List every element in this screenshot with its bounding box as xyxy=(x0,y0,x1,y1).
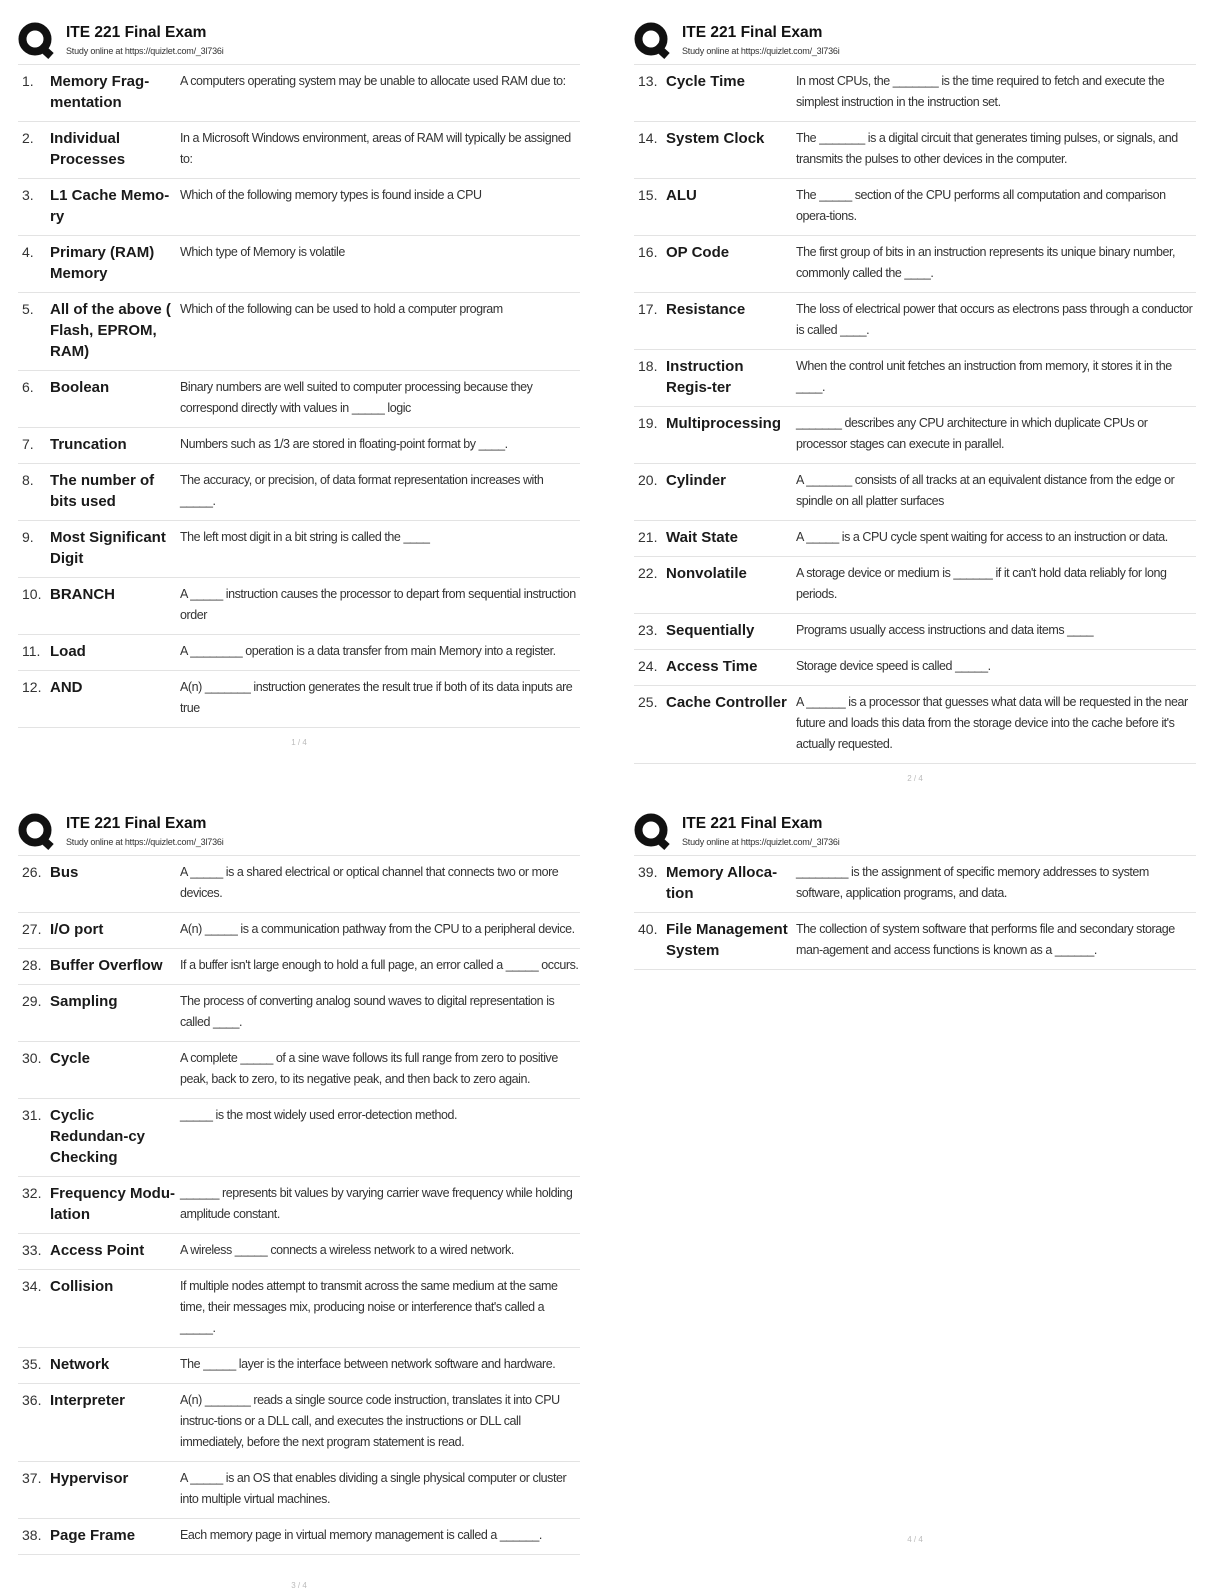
card-row xyxy=(18,671,580,728)
card-number: 5. xyxy=(22,301,34,317)
card-definition: _____ is the most widely used error-detection method. xyxy=(180,1108,458,1122)
card-row xyxy=(634,650,1196,686)
card-definition: A _____ is a shared electrical or optical channel that connects two or more devices. xyxy=(180,865,559,900)
card-term: BRANCH xyxy=(50,586,115,603)
card-row xyxy=(634,293,1196,350)
card-definition: Numbers such as 1/3 are stored in floating-point format by ____. xyxy=(180,437,508,451)
card-definition: A _____ is a CPU cycle spent waiting for access to an instruction or data. xyxy=(796,530,1168,544)
card-row xyxy=(18,179,580,236)
card-number: 10. xyxy=(22,586,42,602)
card-definition: The collection of system software that performs file and secondary storage man-agement and access functions is known as a ______. xyxy=(796,922,1175,957)
card-number: 12. xyxy=(22,679,42,695)
card-definition: The _____ section of the CPU performs all computation and comparison opera-tions. xyxy=(796,188,1166,223)
card-number: 18. xyxy=(638,358,658,374)
card-definition: ______ represents bit values by varying carrier wave frequency while holding amplitude constant. xyxy=(180,1186,573,1221)
quizlet-q-icon xyxy=(634,22,670,58)
exam-title: ITE 221 Final Exam xyxy=(66,815,207,832)
card-number: 22. xyxy=(638,565,658,581)
card-number: 34. xyxy=(22,1278,42,1294)
card-number: 35. xyxy=(22,1356,42,1372)
card-term: Frequency Modu-lation xyxy=(50,1185,176,1223)
card-term: OP Code xyxy=(666,244,730,261)
card-number: 6. xyxy=(22,379,34,395)
card-list xyxy=(18,855,580,1555)
card-number: 31. xyxy=(22,1107,42,1123)
card-term: Access Time xyxy=(666,658,758,675)
card-row xyxy=(18,1042,580,1099)
card-row xyxy=(18,236,580,293)
card-number: 33. xyxy=(22,1242,42,1258)
card-term: Cycle Time xyxy=(666,73,745,90)
card-term: Truncation xyxy=(50,436,127,453)
card-number: 11. xyxy=(22,643,41,659)
card-definition: Which of the following can be used to hold a computer program xyxy=(180,302,503,316)
card-row xyxy=(18,1348,580,1384)
card-definition: A ________ operation is a data transfer from main Memory into a register. xyxy=(180,644,556,658)
card-number: 15. xyxy=(638,187,658,203)
card-number: 29. xyxy=(22,993,42,1009)
card-definition: Programs usually access instructions and data items ____ xyxy=(796,623,1094,637)
exam-title: ITE 221 Final Exam xyxy=(66,24,207,41)
card-definition: _______ describes any CPU architecture in which duplicate CPUs or processor stages can execute in parallel. xyxy=(796,416,1148,451)
card-term: File Management System xyxy=(666,921,788,959)
card-row xyxy=(18,635,580,671)
card-term: Most Significant Digit xyxy=(50,529,166,567)
card-term: AND xyxy=(50,679,83,696)
card-term: Boolean xyxy=(50,379,110,396)
page-number: 1 / 4 xyxy=(291,738,307,747)
page-3 xyxy=(18,809,580,1590)
page-number: 4 / 4 xyxy=(907,1535,923,1544)
card-definition: A complete _____ of a sine wave follows its full range from zero to positive peak, back to zero, to its negative peak, and then back to zero again. xyxy=(180,1051,558,1086)
card-row xyxy=(18,122,580,179)
card-row xyxy=(634,407,1196,464)
card-row xyxy=(634,686,1196,764)
card-number: 25. xyxy=(638,694,658,710)
card-term: Cylinder xyxy=(666,472,727,489)
card-term: L1 Cache Memo-ry xyxy=(50,187,170,225)
page-number: 2 / 4 xyxy=(907,774,923,783)
card-number: 7. xyxy=(22,436,34,452)
card-definition: If multiple nodes attempt to transmit across the same medium at the same time, their messages mix, producing noise or interference that's called a _____. xyxy=(180,1279,558,1335)
card-term: Cyclic Redundan-cy Checking xyxy=(50,1107,146,1166)
card-number: 2. xyxy=(22,130,34,146)
card-definition: The _______ is a digital circuit that generates timing pulses, or signals, and transmits the pulses to other devices in the computer. xyxy=(796,131,1178,166)
card-definition: A computers operating system may be unable to allocate used RAM due to: xyxy=(180,74,566,88)
card-term: Nonvolatile xyxy=(666,565,747,582)
card-row xyxy=(18,1177,580,1234)
card-number: 20. xyxy=(638,472,658,488)
card-definition: When the control unit fetches an instruction from memory, it stores it in the ____. xyxy=(796,359,1172,394)
card-row xyxy=(18,464,580,521)
card-term: Sequentially xyxy=(666,622,755,639)
card-number: 24. xyxy=(638,658,658,674)
card-number: 3. xyxy=(22,187,34,203)
page-header xyxy=(18,18,580,64)
card-number: 28. xyxy=(22,957,42,973)
card-number: 4. xyxy=(22,244,34,260)
card-term: Cycle xyxy=(50,1050,91,1067)
card-term: Multiprocessing xyxy=(666,415,782,432)
card-term: Collision xyxy=(50,1278,114,1295)
card-definition: A _____ instruction causes the processor to depart from sequential instruction order xyxy=(180,587,576,622)
card-definition: A _______ consists of all tracks at an equivalent distance from the edge or spindle on all platter surfaces xyxy=(796,473,1175,508)
card-row xyxy=(18,293,580,371)
card-number: 36. xyxy=(22,1392,42,1408)
card-number: 30. xyxy=(22,1050,42,1066)
card-row xyxy=(634,179,1196,236)
card-row xyxy=(634,913,1196,970)
card-row xyxy=(18,1384,580,1462)
card-number: 21. xyxy=(638,529,658,545)
card-definition: Storage device speed is called _____. xyxy=(796,659,991,673)
card-number: 17. xyxy=(638,301,658,317)
card-definition: Binary numbers are well suited to computer processing because they correspond directly with values in _____ logic xyxy=(180,380,533,415)
study-link[interactable]: Study online at https://quizlet.com/_3l736i xyxy=(682,46,840,56)
card-row xyxy=(18,578,580,635)
card-row xyxy=(18,856,580,913)
card-term: Memory Frag-mentation xyxy=(50,73,150,111)
exam-title: ITE 221 Final Exam xyxy=(682,24,823,41)
card-definition: The _____ layer is the interface between network software and hardware. xyxy=(180,1357,556,1371)
card-definition: The first group of bits in an instruction represents its unique binary number, commonly called the ____. xyxy=(796,245,1176,280)
card-definition: A storage device or medium is ______ if it can't hold data reliably for long periods. xyxy=(796,566,1167,601)
card-definition: A wireless _____ connects a wireless network to a wired network. xyxy=(180,1243,514,1257)
card-row xyxy=(18,1462,580,1519)
card-definition: The loss of electrical power that occurs as electrons pass through a conductor is called ____. xyxy=(796,302,1193,337)
card-term: Memory Alloca-tion xyxy=(666,864,778,902)
page-header xyxy=(18,809,580,855)
quizlet-q-icon xyxy=(634,813,670,849)
card-row xyxy=(18,65,580,122)
exam-title: ITE 221 Final Exam xyxy=(682,815,823,832)
page-1 xyxy=(18,18,580,747)
card-definition: Which of the following memory types is found inside a CPU xyxy=(180,188,482,202)
card-number: 9. xyxy=(22,529,34,545)
card-number: 19. xyxy=(638,415,658,431)
card-row xyxy=(18,949,580,985)
card-number: 40. xyxy=(638,921,658,937)
card-term: Access Point xyxy=(50,1242,145,1259)
card-list xyxy=(634,855,1196,970)
page-header xyxy=(634,809,1196,855)
card-row xyxy=(634,236,1196,293)
card-number: 16. xyxy=(638,244,658,260)
card-definition: In most CPUs, the _______ is the time required to fetch and execute the simplest instruction in the instruction set. xyxy=(796,74,1165,109)
card-term: Load xyxy=(50,643,86,660)
card-number: 37. xyxy=(22,1470,42,1486)
card-row xyxy=(18,913,580,949)
card-term: Instruction Regis-ter xyxy=(666,358,744,396)
card-row xyxy=(18,1234,580,1270)
card-definition: A(n) _______ instruction generates the result true if both of its data inputs are true xyxy=(180,680,573,715)
card-definition: The left most digit in a bit string is called the ____ xyxy=(180,530,430,544)
card-definition: A _____ is an OS that enables dividing a single physical computer or cluster into multiple virtual machines. xyxy=(180,1471,567,1506)
card-term: Resistance xyxy=(666,301,746,318)
card-definition: A(n) _______ reads a single source code instruction, translates it into CPU instruc-tions or a DLL call, and executes the instructions or DLL call immediately, before the next program statement is read. xyxy=(180,1393,560,1449)
card-number: 32. xyxy=(22,1185,42,1201)
card-term: ALU xyxy=(666,187,697,204)
card-definition: Each memory page in virtual memory management is called a ______. xyxy=(180,1528,542,1542)
card-term: Sampling xyxy=(50,993,118,1010)
card-row xyxy=(18,428,580,464)
card-number: 26. xyxy=(22,864,42,880)
card-row xyxy=(634,521,1196,557)
card-term: Network xyxy=(50,1356,110,1373)
card-number: 27. xyxy=(22,921,42,937)
page-4 xyxy=(634,809,1196,1544)
card-row xyxy=(634,856,1196,913)
card-term: Hypervisor xyxy=(50,1470,129,1487)
quizlet-q-icon xyxy=(18,22,54,58)
card-row xyxy=(634,614,1196,650)
card-term: I/O port xyxy=(50,921,104,938)
card-definition: The accuracy, or precision, of data format representation increases with _____. xyxy=(180,473,544,508)
card-row xyxy=(18,1099,580,1177)
card-row xyxy=(634,65,1196,122)
card-row xyxy=(18,371,580,428)
card-number: 38. xyxy=(22,1527,42,1543)
quizlet-q-icon xyxy=(18,813,54,849)
study-link[interactable]: Study online at https://quizlet.com/_3l736i xyxy=(682,837,840,847)
card-row xyxy=(18,985,580,1042)
card-definition: Which type of Memory is volatile xyxy=(180,245,345,259)
card-term: System Clock xyxy=(666,130,765,147)
study-link[interactable]: Study online at https://quizlet.com/_3l736i xyxy=(66,837,224,847)
card-term: Bus xyxy=(50,864,79,881)
card-list xyxy=(634,64,1196,764)
card-term: Page Frame xyxy=(50,1527,136,1544)
card-number: 23. xyxy=(638,622,658,638)
card-term: Wait State xyxy=(666,529,738,546)
page-header xyxy=(634,18,1196,64)
card-definition: A ______ is a processor that guesses what data will be requested in the near future and loads this data from the storage device into the cache before it's actually requested. xyxy=(796,695,1188,751)
card-row xyxy=(18,1270,580,1348)
card-term: Individual Processes xyxy=(50,130,126,168)
page-number: 3 / 4 xyxy=(291,1581,307,1590)
card-definition: ________ is the assignment of specific memory addresses to system software, application programs, and data. xyxy=(796,865,1149,900)
page-2 xyxy=(634,18,1196,783)
card-number: 39. xyxy=(638,864,658,880)
study-link[interactable]: Study online at https://quizlet.com/_3l736i xyxy=(66,46,224,56)
card-definition: The process of converting analog sound waves to digital representation is called ____. xyxy=(180,994,555,1029)
card-term: Interpreter xyxy=(50,1392,126,1409)
card-number: 13. xyxy=(638,73,658,89)
card-term: Cache Controller xyxy=(666,694,787,711)
card-row xyxy=(634,350,1196,407)
card-number: 14. xyxy=(638,130,658,146)
card-list xyxy=(18,64,580,728)
card-row xyxy=(634,557,1196,614)
card-row xyxy=(18,1519,580,1555)
card-definition: If a buffer isn't large enough to hold a full page, an error called a _____ occurs. xyxy=(180,958,579,972)
card-definition: In a Microsoft Windows environment, areas of RAM will typically be assigned to: xyxy=(180,131,571,166)
card-term: All of the above ( Flash, EPROM, RAM) xyxy=(50,301,171,360)
card-row xyxy=(18,521,580,578)
card-row xyxy=(634,464,1196,521)
card-number: 1. xyxy=(22,73,34,89)
card-term: The number of bits used xyxy=(50,472,155,510)
card-term: Primary (RAM) Memory xyxy=(50,244,155,282)
card-row xyxy=(634,122,1196,179)
card-definition: A(n) _____ is a communication pathway from the CPU to a peripheral device. xyxy=(180,922,575,936)
card-term: Buffer Overflow xyxy=(50,957,163,974)
card-number: 8. xyxy=(22,472,34,488)
